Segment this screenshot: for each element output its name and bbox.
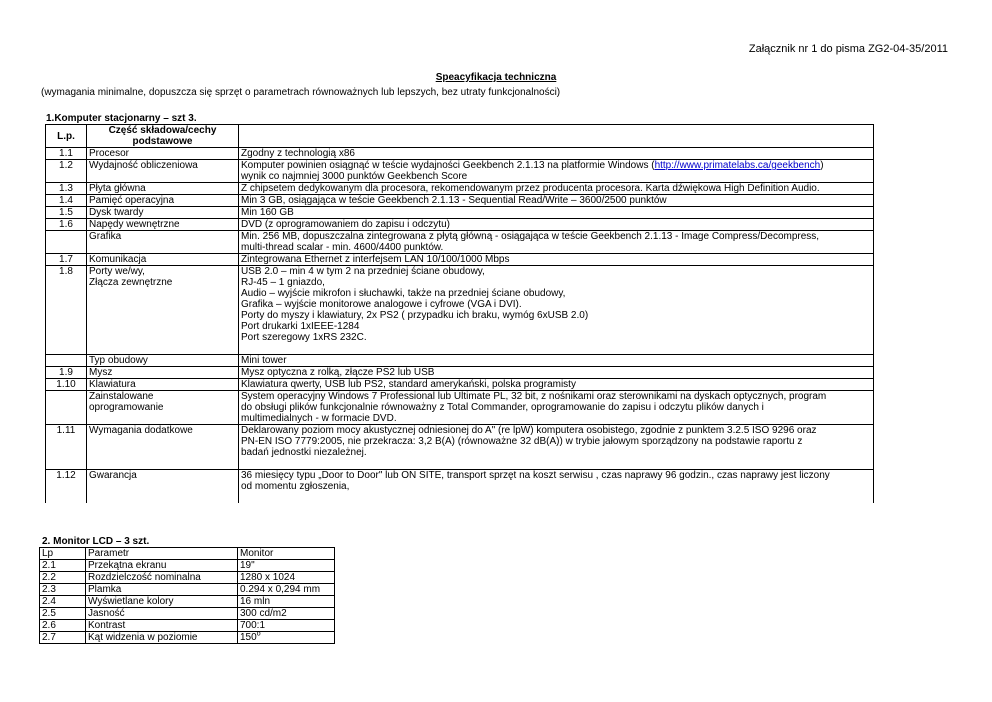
row-desc-line: Min. 256 MB, dopuszczalna zintegrowana z płytą główną - osiągająca w teście Geekbench 2.1.13 - Image Compress/Decompress, [241, 231, 820, 242]
row-desc [239, 367, 874, 379]
row-desc-line: 36 miesięcy typu „Door to Door" lub ON SITE, transport sprzęt na koszt serwisu , czas naprawy 96 godzin., czas naprawy jest liczony [241, 470, 830, 481]
row-value-text: 150 [240, 632, 257, 643]
row-lp: 1.5 [46, 207, 87, 219]
row-desc-line: multi-thread scalar - min. 4600/4400 punktów. [241, 242, 444, 253]
row-desc-line: USB 2.0 – min 4 w tym 2 na przedniej ściane obudowy, [241, 266, 485, 277]
row-lp: 2.2 [40, 572, 86, 584]
row-value [238, 572, 335, 584]
row-lp: 1.7 [46, 254, 87, 266]
monitor-spec-table [39, 547, 335, 644]
row-desc [239, 379, 874, 391]
row-value-text: 19" [240, 560, 255, 571]
row-name [87, 231, 239, 254]
row-name [87, 355, 239, 367]
row-desc [239, 195, 874, 207]
table-row [46, 183, 874, 195]
row-lp: 2.6 [40, 620, 86, 632]
row-value [238, 620, 335, 632]
row-desc [239, 160, 874, 183]
row-lp: 1.1 [46, 148, 87, 160]
section1-title: 1.Komputer stacjonarny – szt 3. [46, 113, 197, 124]
row-desc-line: badań jednostki niezależnej. [241, 447, 367, 458]
row-lp: 1.2 [46, 160, 87, 183]
row-name [87, 254, 239, 266]
header-param: Parametr [86, 548, 238, 560]
row-name [87, 391, 239, 425]
table-row [46, 207, 874, 219]
row-name-text: Wydajność obliczeniowa [89, 160, 198, 171]
table-row [46, 254, 874, 266]
row-name [87, 425, 239, 470]
row-desc [239, 254, 874, 266]
table-row [40, 620, 335, 632]
row-lp [46, 355, 87, 367]
row-name-text: Typ obudowy [89, 355, 148, 366]
table-row [40, 608, 335, 620]
row-name-text: Mysz [89, 367, 113, 378]
header-value: Monitor [238, 548, 335, 560]
table-row [46, 470, 874, 504]
geekbench-link[interactable]: http://www.primatelabs.ca/geekbench [654, 160, 821, 171]
table-row [46, 195, 874, 207]
row-name-text: Wymagania dodatkowe [89, 425, 193, 436]
row-lp: 1.4 [46, 195, 87, 207]
table-row [46, 367, 874, 379]
row-desc-line: RJ-45 – 1 gniazdo, [241, 277, 325, 288]
header-part: Część składowa/cechy podstawowe [87, 125, 239, 148]
row-name [87, 207, 239, 219]
row-desc-line: PN-EN ISO 7779:2005, nie przekracza: 3,2 B(A) (równoważne 32 dB(A)) w trybie jałowym sporządzony na podstawie raportu z [241, 436, 803, 447]
row-name-text: Zainstalowane [89, 391, 154, 402]
row-desc [239, 391, 874, 425]
row-desc-line: Min 160 GB [241, 207, 294, 218]
row-desc-line: od momentu zgłoszenia, [241, 481, 350, 492]
row-lp: 1.10 [46, 379, 87, 391]
row-name-text: Gwarancja [89, 470, 137, 481]
row-desc-line: Deklarowany poziom mocy akustycznej odniesionej do A" (re lpW) komputera osobistego, zgodnie z punktem 3.2.5 ISO 9296 oraz [241, 425, 817, 436]
row-value-text: 16 mln [240, 596, 271, 607]
row-desc-line: System operacyjny Windows 7 Professional lub Ultimate PL, 32 bit, z nośnikami oraz sterownikami na dyskach optycznych, program [241, 391, 827, 402]
row-lp: 1.12 [46, 470, 87, 504]
row-desc-line: do obsługi plików funkcjonalnie równoważny z Total Commander, oprogramowanie do zapisu i odczytu plików danych i [241, 402, 764, 413]
row-param: Rozdzielczość nominalna [86, 572, 238, 584]
table-row [46, 231, 874, 254]
row-desc [239, 219, 874, 231]
row-name [87, 379, 239, 391]
table-row [46, 379, 874, 391]
table-row [46, 266, 874, 355]
row-desc-line: Port szeregowy 1xRS 232C. [241, 332, 367, 343]
row-name-text: Pamięć operacyjna [89, 195, 175, 206]
row-desc-line: wynik co najmniej 3000 punktów Geekbench Score [241, 171, 468, 182]
header-note: Załącznik nr 1 do pisma ZG2-04-35/2011 [748, 43, 948, 55]
row-name-text: Procesor [89, 148, 130, 159]
table-row [46, 148, 874, 160]
row-param: Jasność [86, 608, 238, 620]
row-value [238, 596, 335, 608]
row-lp: 2.4 [40, 596, 86, 608]
row-desc [239, 207, 874, 219]
table-row [40, 596, 335, 608]
row-name-text: Porty we/wy, [89, 266, 145, 277]
row-desc-line: Zintegrowana Ethernet z interfejsem LAN 10/100/1000 Mbps [241, 254, 510, 265]
row-desc-line: Porty do myszy i klawiatury, 2x PS2 ( przypadku ich braku, wymóg 6xUSB 2.0) [241, 310, 589, 321]
row-value [238, 608, 335, 620]
row-desc [239, 148, 874, 160]
row-desc [239, 183, 874, 195]
document-title: Speacyfikacja techniczna [435, 72, 557, 83]
row-value-text: 1280 x 1024 [240, 572, 296, 583]
row-name [87, 266, 239, 355]
row-name-text: Płyta główna [89, 183, 146, 194]
row-desc [239, 266, 874, 355]
header-lp: L.p. [46, 125, 87, 148]
row-desc-line: Zgodny z technologią x86 [241, 148, 355, 159]
row-param: Kąt widzenia w poziomie [86, 632, 238, 644]
table-row [40, 584, 335, 596]
row-lp: 1.9 [46, 367, 87, 379]
table-row [46, 391, 874, 425]
row-name-text: Komunikacja [89, 254, 147, 265]
row-lp [46, 391, 87, 425]
row-name-text: Napędy wewnętrzne [89, 219, 180, 230]
row-value-text: 700:1 [240, 620, 266, 631]
desc-pre: Komputer powinien osiągnąć w teście wydajności Geekbench 2.1.13 na platformie Windows ( [241, 160, 655, 171]
degree-mark: o [256, 630, 261, 638]
row-value-text: 300 cd/m2 [240, 608, 287, 619]
row-desc [239, 470, 874, 504]
row-name [87, 367, 239, 379]
row-desc-line: Min 3 GB, osiągająca w teście Geekbench 2.1.13 - Sequential Read/Write – 3600/2500 punktów [241, 195, 667, 206]
row-lp: 1.11 [46, 425, 87, 470]
table-header-row [40, 548, 335, 560]
header-desc [239, 125, 874, 148]
table-row [40, 572, 335, 584]
table-row [46, 425, 874, 470]
table-row [40, 560, 335, 572]
desc-post: ) [820, 160, 824, 171]
row-name [87, 470, 239, 504]
row-lp: 2.7 [40, 632, 86, 644]
row-lp: 1.6 [46, 219, 87, 231]
row-name-text-2: Złącza zewnętrzne [89, 277, 173, 288]
row-desc-line: Z chipsetem dedykowanym dla procesora, rekomendowanym przez producenta procesora. Karta dźwiękowa High Definition Audio. [241, 183, 820, 194]
section2-title: 2. Monitor LCD – 3 szt. [42, 536, 150, 547]
table-row [46, 160, 874, 183]
row-name [87, 183, 239, 195]
row-desc-line: Mysz optyczna z rolką, złącze PS2 lub USB [241, 367, 435, 378]
row-param: Przekątna ekranu [86, 560, 238, 572]
table-row [46, 355, 874, 367]
row-desc-line: Klawiatura qwerty, USB lub PS2, standard amerykański, polska programisty [241, 379, 576, 390]
table-row [46, 219, 874, 231]
row-lp: 1.8 [46, 266, 87, 355]
row-name-text: Klawiatura [89, 379, 136, 390]
row-lp: 2.3 [40, 584, 86, 596]
table-row [40, 632, 335, 644]
row-name [87, 219, 239, 231]
table-header-row [46, 125, 874, 148]
row-desc-line: Mini tower [241, 355, 287, 366]
row-name-text-2: oprogramowanie [89, 402, 164, 413]
row-value [238, 560, 335, 572]
row-value [238, 632, 335, 644]
row-desc-line [241, 160, 871, 171]
row-desc [239, 231, 874, 254]
row-desc [239, 425, 874, 470]
row-name [87, 148, 239, 160]
row-name [87, 160, 239, 183]
row-value-text: 0.294 x 0,294 mm [240, 584, 321, 595]
row-lp: 1.3 [46, 183, 87, 195]
computer-spec-table [45, 124, 874, 503]
row-lp: 2.1 [40, 560, 86, 572]
row-param: Kontrast [86, 620, 238, 632]
row-desc-line: Grafika – wyjście monitorowe analogowe i cyfrowe (VGA i DVI). [241, 299, 522, 310]
row-param: Plamka [86, 584, 238, 596]
row-name-text: Grafika [89, 231, 122, 242]
row-name [87, 195, 239, 207]
row-desc-line: DVD (z oprogramowaniem do zapisu i odczytu) [241, 219, 450, 230]
header-lp: Lp [40, 548, 86, 560]
row-lp: 2.5 [40, 608, 86, 620]
row-param: Wyświetlane kolory [86, 596, 238, 608]
row-desc-line: multimedialnych - w formacie DVD. [241, 413, 397, 424]
row-value [238, 584, 335, 596]
row-desc-line: Port drukarki 1xIEEE-1284 [241, 321, 360, 332]
row-desc [239, 355, 874, 367]
row-desc-line: Audio – wyjście mikrofon i słuchawki, także na przedniej ściane obudowy, [241, 288, 566, 299]
row-name-text: Dysk twardy [89, 207, 144, 218]
document-subtitle: (wymagania minimalne, dopuszcza się sprzęt o parametrach równoważnych lub lepszych, bez utraty funkcjonalności) [41, 87, 561, 98]
row-lp [46, 231, 87, 254]
